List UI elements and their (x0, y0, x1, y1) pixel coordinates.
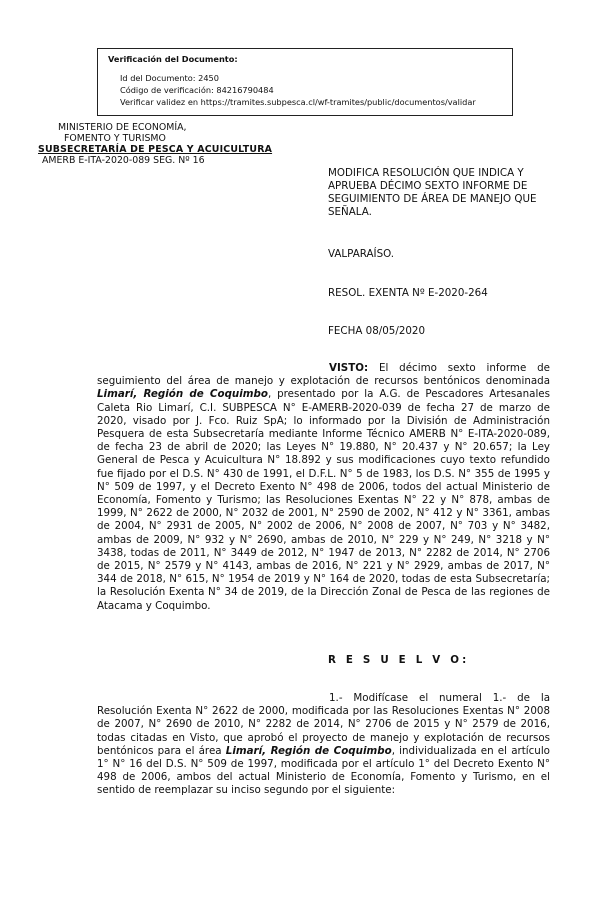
article-1-area-name: Limarí, Región de Coquimbo (225, 744, 392, 757)
visto-area-name: Limarí, Región de Coquimbo (97, 388, 268, 401)
visto-label: VISTO: (329, 362, 369, 374)
reference-code: AMERB E-ITA-2020-089 SEG. Nº 16 (42, 155, 205, 166)
verification-box (97, 48, 513, 116)
verification-list (108, 72, 502, 108)
article-1-paragraph (97, 692, 550, 798)
article-1-text-1: 1.- Modifícase el numeral 1.- de la Resolución Exenta N° 2622 de 2000, modificada por las Resoluciones Exentas N° 2008 de 2007, N° 2690 de 2010, N° 2282 de 2014, N° 2706 de 2015 y N° 2579 de 2016, todas citadas en Visto, que aprobó el proyecto de manejo y explotación de recursos bentónicos para el área (97, 692, 550, 757)
ministry-name-cont: FOMENTO Y TURISMO (64, 133, 166, 144)
verification-document-id: ● Id del Documento: 2450 (120, 72, 502, 84)
resuelvo-heading: R E S U E L V O: (328, 654, 470, 666)
resolution-number: RESOL. EXENTA Nº E-2020-264 (328, 287, 488, 299)
resolution-date: FECHA 08/05/2020 (328, 325, 426, 337)
verification-title: Verificación del Documento: (108, 54, 238, 64)
place: VALPARAÍSO. (328, 248, 395, 260)
resolution-subject: MODIFICA RESOLUCIÓN QUE INDICA Y APRUEBA DÉCIMO SEXTO INFORME DE SEGUIMIENTO DE ÁREA DE MANEJO QUE SEÑALA. (328, 167, 537, 218)
article-1-text-2: , individualizada en el artículo 1° N° 16 del D.S. N° 509 de 1997, modificada por el artículo 1° del Decreto Exento N° 498 de 2006, ambos del actual Ministerio de Economía, Fomento y Turismo, en el sentido de reemplazar su inciso segundo por el siguiente: (97, 744, 550, 797)
ministry-name: MINISTERIO DE ECONOMÍA, (58, 122, 187, 133)
visto-paragraph (97, 362, 550, 613)
verification-link[interactable]: ● Verificar validez en https://tramites.subpesca.cl/wf-tramites/public/documentos/validar (120, 96, 502, 108)
visto-text-2: , presentado por la A.G. de Pescadores Artesanales Caleta Rio Limarí, C.I. SUBPESCA N° E-AMERB-2020-039 de fecha 27 de marzo de 2020, visado por J. Fco. Ruiz SpA; lo informado por la División de Administración Pesquera de esta Subsecretaría mediante Informe Técnico AMERB N° E-ITA-2020-089, de fecha 23 de abril de 2020; las Leyes N° 19.880, N° 20.437 y N° 20.657; la Ley General de Pesca y Acuicultura N° 18.892 y sus modificaciones cuyo texto refundido fue fijado por el D.S. N° 430 de 1991, el D.F.L. N° 5 de 1983, los D.S. N° 355 de 1995 y N° 509 de 1997, y el Decreto Exento N° 498 de 2006, todos del actual Ministerio de Economía, Fomento y Turismo; las Resoluciones Exentas N° 22 y N° 878, ambas de 1999, N° 2622 de 2000, N° 2032 de 2001, N° 2590 de 2002, N° 412 y N° 3361, ambas de 2004, N° 2931 de 2005, N° 2002 de 2006, N° 2008 de 2007, N° 703 y N° 3482, ambas de 2009, N° 932 y N° 2690, ambas de 2010, N° 229 y N° 249, N° 3218 y N° 3438, todas de 2011, N° 3449 de 2012, N° 1947 de 2013, N° 2282 de 2014, N° 2706 de 2015, N° 2579 y N° 4143, ambas de 2016, N° 221 y N° 2929, ambas de 2017, N° 344 de 2018, N° 615, N° 1954 de 2019 y N° 164 de 2020, todas de esta Subsecretaría; la Resolución Exenta N° 34 de 2019, de la Dirección Zonal de Pesca de las regiones de Atacama y Coquimbo. (97, 388, 551, 612)
verification-code: ● Código de verificación: 84216790484 (120, 84, 502, 96)
visto-text-1: El décimo sexto informe de seguimiento del área de manejo y explotación de recursos bentónicos denominada (97, 362, 550, 388)
ministry-header (38, 122, 278, 166)
subsecretariat-name: SUBSECRETARÍA DE PESCA Y ACUICULTURA (38, 144, 273, 155)
